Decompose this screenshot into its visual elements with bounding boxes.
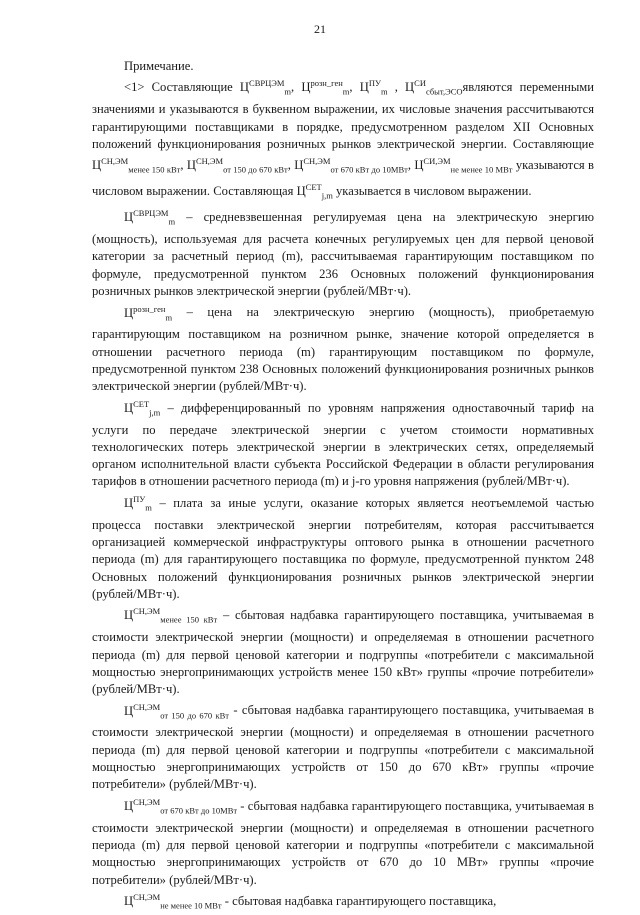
note-heading: Примечание. bbox=[124, 59, 194, 73]
symbol-si-sbyt-eso: $Ц^{СИ}_{сбыт,ЭСО}$ bbox=[405, 78, 463, 97]
symbol-rozn-gen-def: $Ц^{розн\_ген}_m$ bbox=[124, 303, 173, 323]
symbol-sn-em-670-10-def: $Ц^{СН,ЭМ}_{от 670 кВт до 10МВт}$ bbox=[124, 796, 238, 816]
symbol-svrcem: $Ц^{СВРЦЭМ}_m$ bbox=[239, 78, 292, 97]
symbol-svrcem-def: $Ц^{СВРЦЭМ}_m$ bbox=[124, 208, 176, 227]
paragraph-1: <1> Составляющие $Ц^{СВРЦЭМ}_m$, $Ц^{розн\_ген}_m$, $Ц^{ПУ}_m$ , $Ц^{СИ}_{сбыт,ЭСО}являются$ переменными значениями и указываются в буквенном выражении, их числовые значения рассчитываются гарантирующими поставщиками в порядке, предусмотренном разделом XII Основных положений функционирования розничных рынков электрической энергии. Составляющие $Ц^{СН,ЭМ}_{менее 150 кВт}$, $Ц^{СН,ЭМ}_{от 150 до 670 кВт}$, $Ц^{СН,ЭМ}_{от 670 кВт до 10МВт}$, $Ц^{СИ,ЭМ}_{не менее 10 МВт}$ указываются в числовом выражении. Составляющая $Ц^{СЕТ}_{j,m}$ указывается в числовом выражении. bbox=[92, 78, 595, 201]
symbol-si-em-not-less-10: $Ц^{СИ,ЭМ}_{не менее 10 МВт}$ bbox=[414, 156, 513, 175]
symbol-rozn-gen: $Ц^{розн\_ген}_m$ bbox=[301, 78, 350, 97]
symbol-set-def: $Ц^{СЕТ}_{j,m}$ bbox=[124, 398, 161, 418]
paragraph-sn-em-150-670: $Ц^{СН,ЭМ}_{от 150 до 670 кВт}$ - сбытовая надбавка гарантирующего поставщика, учитываемая в стоимости электрической энергии (мощности) и определяемая в отношении расчетного периода (m) для первой ценовой категории и подгруппы «потребители с максимальной мощностью энергопринимающих устройств от 150 до 670 кВт» группы «прочие потребители» (рублей/МВт·ч). bbox=[92, 701, 594, 792]
symbol-pu-def: $Ц^{ПУ}_m$ bbox=[124, 493, 152, 513]
symbol-sn-em-150-670: $Ц^{СН,ЭМ}_{от 150 до 670 кВт}$ bbox=[186, 156, 288, 175]
symbol-sn-em-less-150: $Ц^{СН,ЭМ}_{менее 150 кВт}$ bbox=[92, 156, 181, 175]
symbol-pu: $Ц^{ПУ}_m$ bbox=[359, 78, 388, 97]
symbol-sn-em-150-670-def: $Ц^{СН,ЭМ}_{от 150 до 670 кВт}$ bbox=[124, 701, 230, 721]
paragraph-rozn-gen: $Ц^{розн\_ген}_m$ – цена на электрическую энергию (мощность), приобретаемую гарантирующим поставщиком на розничном рынке, значение которой определяется в отношении расчетного периода (m) гарантирующим поставщиком по формуле, предусмотренной пунктом 238 Основных положений функционирования розничных рынков электрической энергии (рублей/МВт·ч). bbox=[92, 303, 594, 394]
paragraph-sn-em-less-150: $Ц^{СН,ЭМ}_{менее 150 кВт}$ – сбытовая надбавка гарантирующего поставщика, учитываемая в стоимости электрической энергии (мощности) и определяемая в отношении расчетного периода (m) для первой ценовой категории и подгруппы «потребители с максимальной мощностью энергопринимающих устройств менее 150 кВт» группы «прочие потребители» (рублей/МВт·ч). bbox=[92, 606, 594, 697]
page-number: 21 bbox=[314, 22, 326, 36]
paragraph-set: $Ц^{СЕТ}_{j,m}$ – дифференцированный по уровням напряжения одноставочный тариф на услуги по передаче электрической энергии с учетом стоимости нормативных технологических потерь электрической энергии в электрических сетях, определяемый органом исполнительной власти субъекта Российской Федерации в области регулирования тарифов в отношении расчетного периода (m) и j-го уровня напряжения (рублей/МВт·ч). bbox=[92, 398, 594, 489]
symbol-set: $Ц^{СЕТ}_{j,m}$ bbox=[296, 182, 333, 201]
paragraph-svrcem: $Ц^{СВРЦЭМ}_m$ – средневзвешенная регулируемая цена на электрическую энергию (мощность), используемая для расчета конечных регулируемых цен для первой ценовой категории за расчетный период (m), рассчитываемая гарантирующим поставщиком по формуле, предусмотренной пунктом 236 Основных положений функционирования розничных рынков электрической энергии (рублей/МВт·ч). bbox=[92, 208, 594, 299]
symbol-sn-em-less-150-def: $Ц^{СН,ЭМ}_{менее 150 кВт}$ bbox=[124, 606, 218, 625]
document-body bbox=[92, 58, 594, 915]
paragraph-sn-em-670-10: $Ц^{СН,ЭМ}_{от 670 кВт до 10МВт}$ - сбытовая надбавка гарантирующего поставщика, учитываемая в стоимости электрической энергии (мощности) и определяемая в отношении расчетного периода (m) для первой ценовой категории и подгруппы «потребители с максимальной мощностью энергопринимающих устройств от 670 до 10 МВт» группы «прочие потребители» (рублей/МВт·ч). bbox=[92, 796, 594, 887]
symbol-sn-em-not-less-10-def: $Ц^{СН,ЭМ}_{не менее 10 МВт}$ bbox=[124, 891, 222, 911]
paragraph-pu: $Ц^{ПУ}_m$ – плата за иные услуги, оказание которых является неотъемлемой частью процесса поставки электрической энергии потребителям, которая рассчитывается организацией коммерческой инфраструктуры оптового рынка в отношении расчетного периода (m) для гарантирующего поставщика по формуле, предусмотренной пунктом 248 Основных положений функционирования розничных рынков электрической энергии (рублей/МВт·ч). bbox=[92, 493, 594, 601]
paragraph-sn-em-not-less-10: $Ц^{СН,ЭМ}_{не менее 10 МВт}$ - сбытовая надбавка гарантирующего поставщика, bbox=[124, 891, 497, 911]
symbol-sn-em-670-10: $Ц^{СН,ЭМ}_{от 670 кВт до 10МВт}$ bbox=[294, 156, 408, 175]
